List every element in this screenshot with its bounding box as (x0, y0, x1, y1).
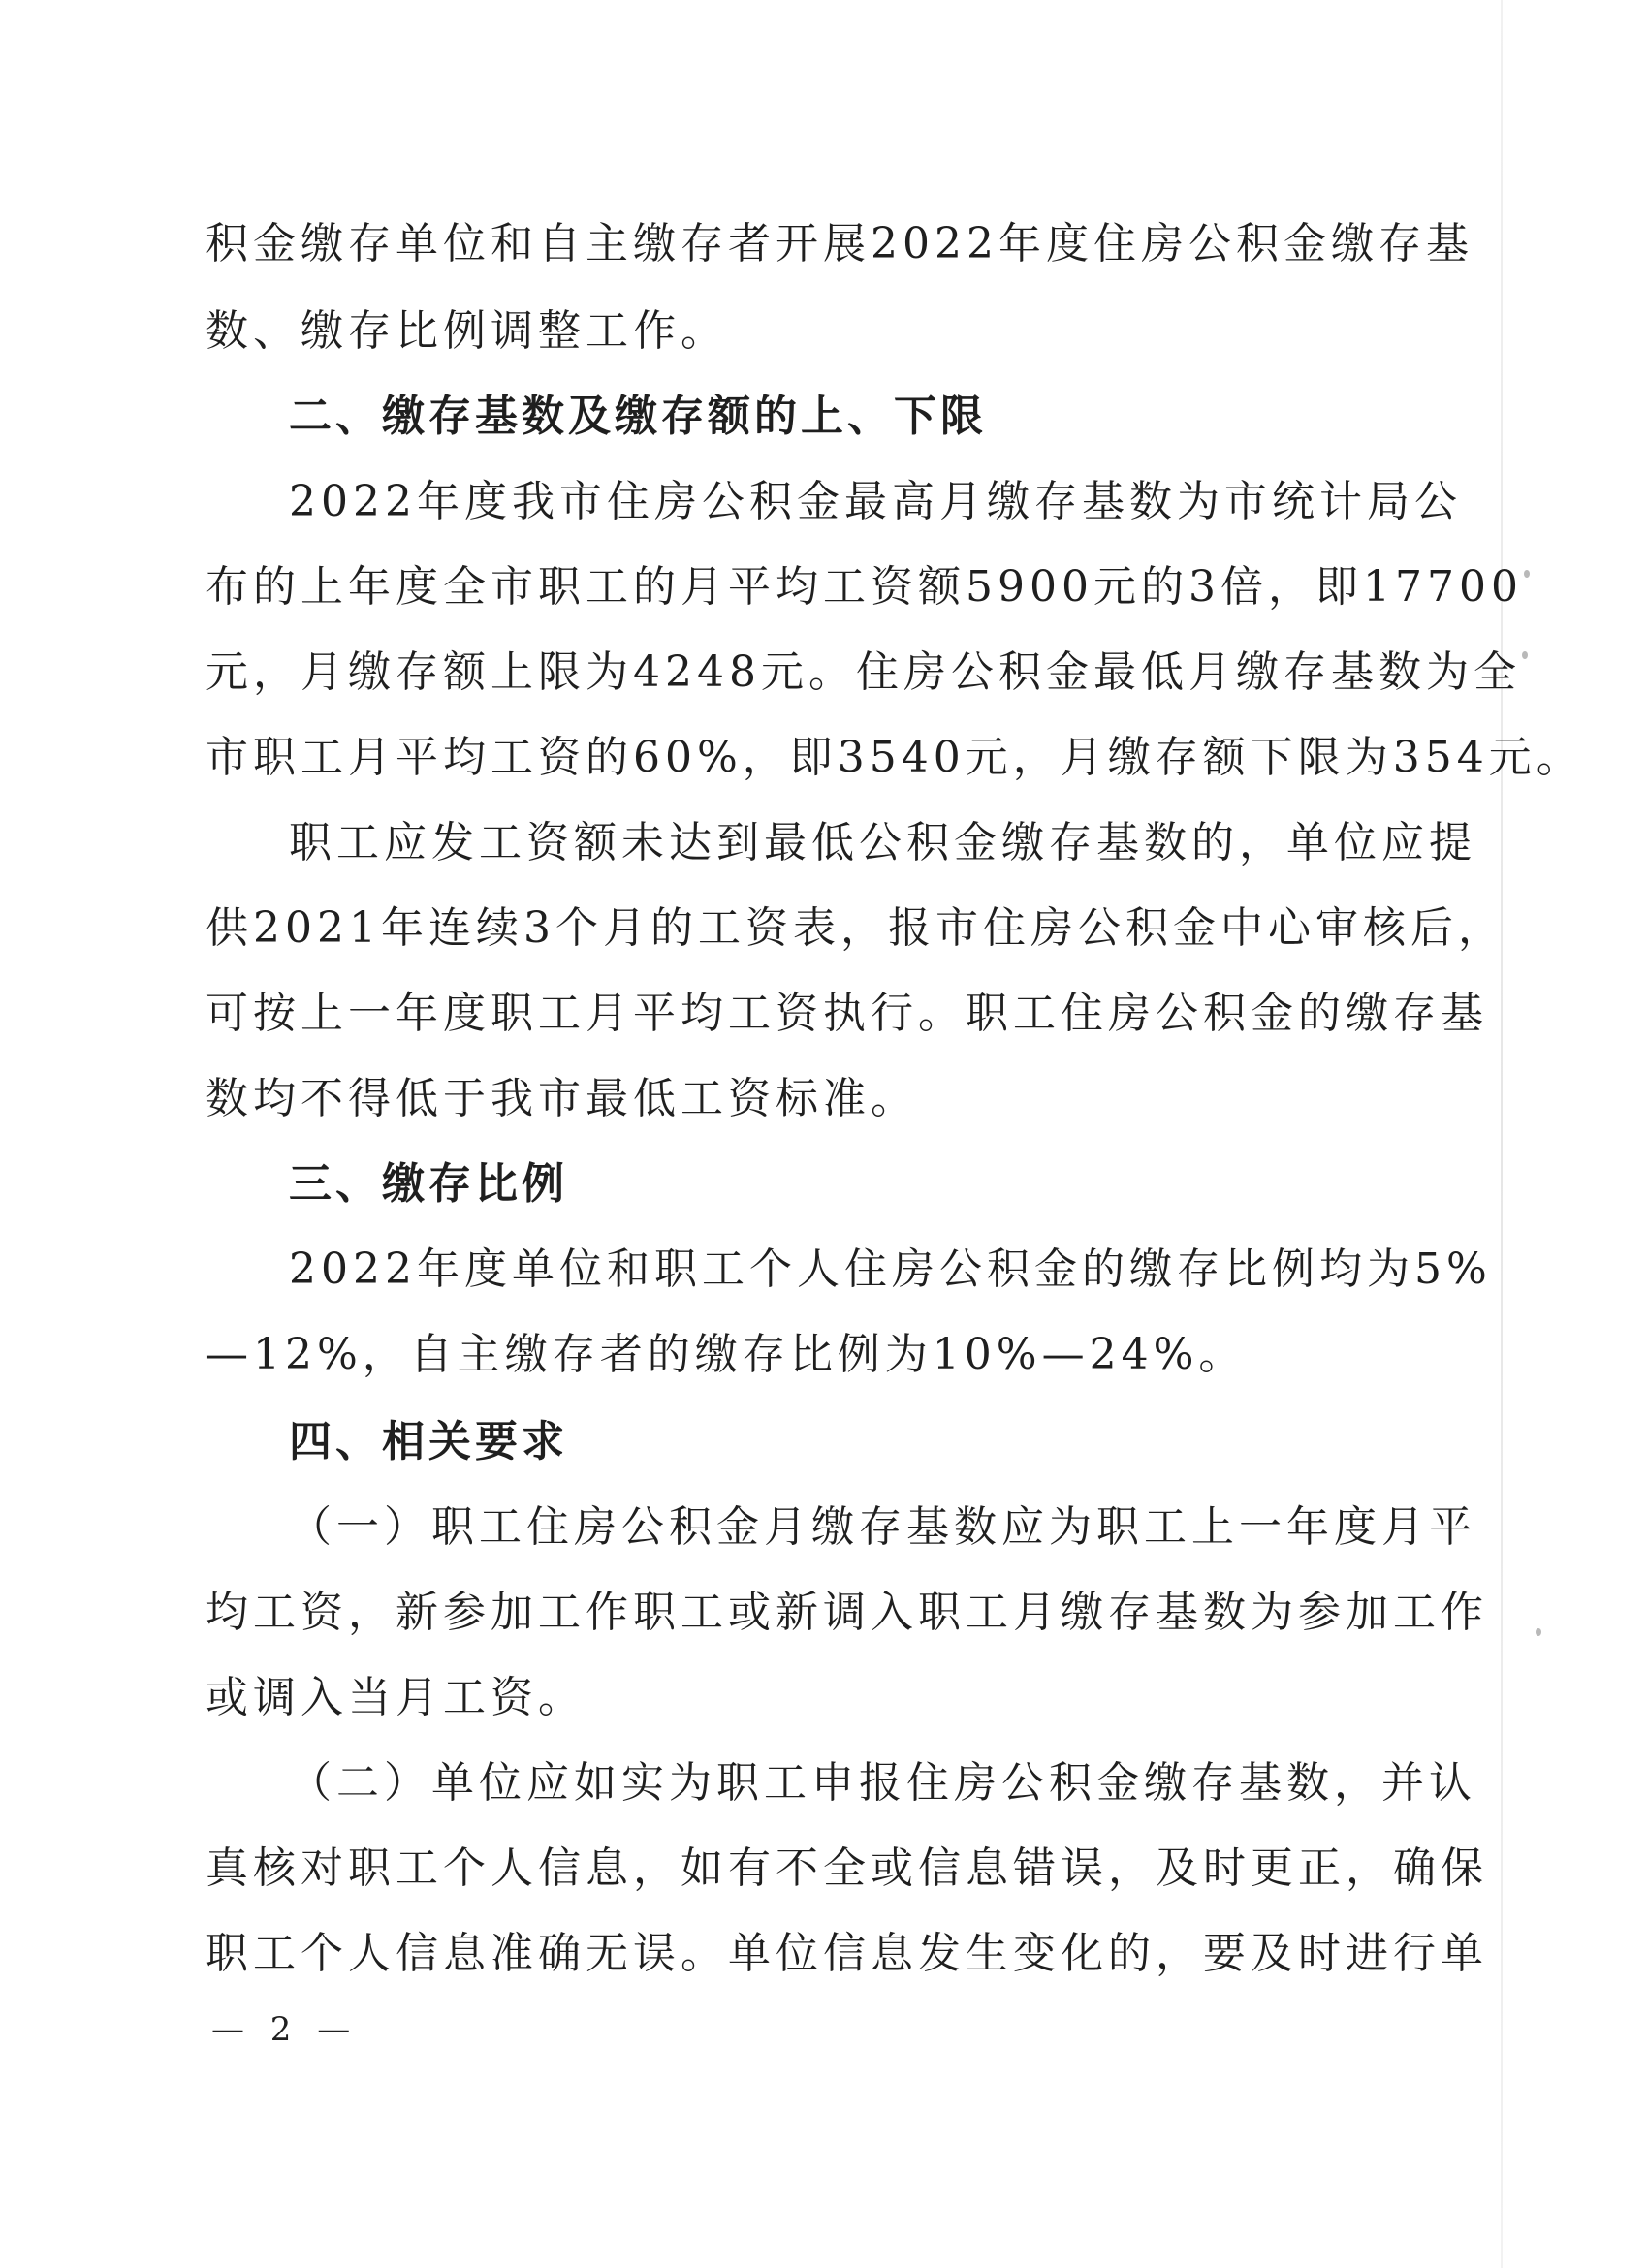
body-line: 职工个人信息准确无误。单位信息发生变化的，要及时进行单 (206, 1929, 1488, 1978)
scan-edge (1501, 0, 1503, 2268)
paragraph-first-line: （二）单位应如实为职工申报住房公积金缴存基数，并认 (289, 1758, 1476, 1808)
scan-speck (1524, 570, 1530, 578)
section-heading: 三、缴存比例 (289, 1159, 568, 1209)
body-line: —12%，自主缴存者的缴存比例为10%—24%。 (206, 1330, 1247, 1379)
body-line: 供2021年连续3个月的工资表，报市住房公积金中心审核后， (206, 903, 1505, 953)
paragraph-first-line: （一）职工住房公积金月缴存基数应为职工上一年度月平 (289, 1502, 1476, 1552)
section-heading: 二、缴存基数及缴存额的上、下限 (289, 392, 987, 441)
body-line: 数、缴存比例调整工作。 (206, 306, 728, 356)
page-number: — 2 — (211, 2010, 359, 2049)
paragraph-first-line: 2022年度单位和职工个人住房公积金的缴存比例均为5% (289, 1244, 1492, 1294)
body-line: 布的上年度全市职工的月平均工资额5900元的3倍，即17700 (206, 562, 1523, 612)
body-line: 数均不得低于我市最低工资标准。 (206, 1074, 918, 1123)
body-line: 积金缴存单位和自主缴存者开展2022年度住房公积金缴存基 (206, 219, 1474, 268)
paragraph-first-line: 2022年度我市住房公积金最高月缴存基数为市统计局公 (289, 477, 1462, 526)
paragraph-first-line: 职工应发工资额未达到最低公积金缴存基数的，单位应提 (289, 818, 1476, 867)
body-line: 真核对职工个人信息，如有不全或信息错误，及时更正，确保 (206, 1843, 1488, 1893)
scan-speck (1522, 651, 1528, 659)
body-line: 可按上一年度职工月平均工资执行。职工住房公积金的缴存基 (206, 989, 1488, 1038)
body-line: 元，月缴存额上限为4248元。住房公积金最低月缴存基数为全 (206, 647, 1521, 697)
body-line: 均工资，新参加工作职工或新调入职工月缴存基数为参加工作 (206, 1588, 1488, 1637)
section-heading: 四、相关要求 (289, 1417, 568, 1466)
scan-speck (1536, 1628, 1541, 1636)
body-line: 或调入当月工资。 (206, 1673, 586, 1722)
body-line: 市职工月平均工资的60%，即3540元，月缴存额下限为354元。 (206, 733, 1584, 782)
